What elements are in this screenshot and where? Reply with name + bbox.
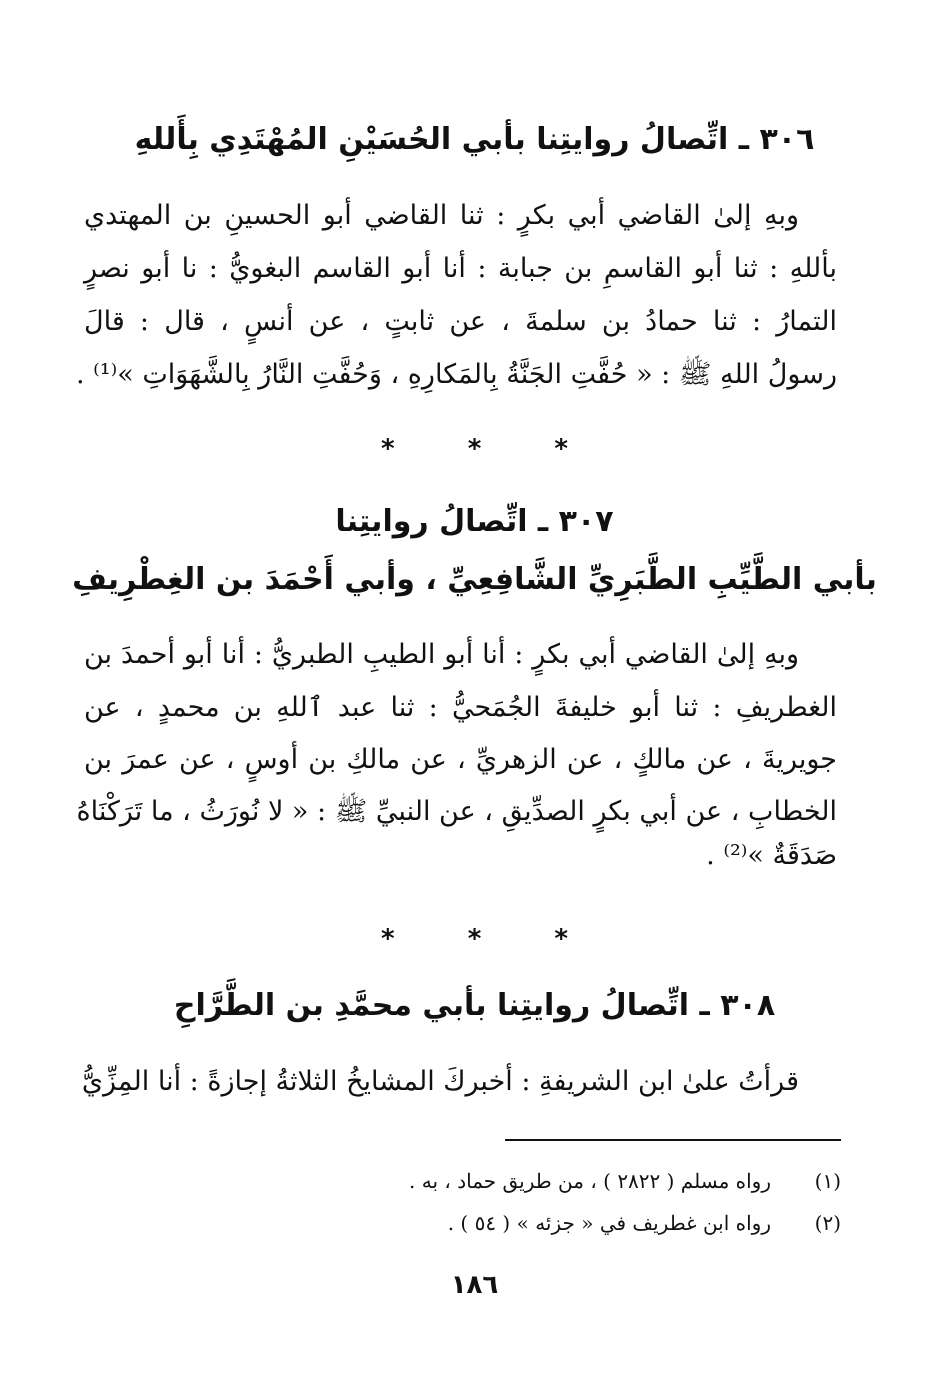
section-separator-1: * * *: [381, 434, 600, 464]
footnote-2-text: رواه ابن غطريف في « جزئه » ( ٥٤ ) .: [447, 1211, 771, 1235]
section-306-line-3: التمارُ : ثنا حمادُ بن سلمةَ ، عن ثابتٍ ، عن أنسٍ ، قال : قالَ: [84, 306, 837, 337]
section-heading-307-subtitle: بأبي الطَّيِّبِ الطَّبَرِيِّ الشَّافِعِيِّ ، وأبي أَحْمَدَ بن الغِطْرِيفِ: [72, 562, 877, 597]
section-306-line-4: رسولُ اللهِ ﷺ : « حُفَّتِ الجَنَّةُ بِالمَكارِهِ ، وَحُفَّتِ النَّارُ بِالشَّهَوَاتِ »⁽¹⁾ .: [75, 359, 837, 390]
footnote-1: [300, 1166, 841, 1196]
section-307-line-3: جويريةَ ، عن مالكٍ ، عن الزهريِّ ، عن مالكِ بن أوسٍ ، عن عمرَ بن: [84, 744, 837, 775]
section-307-line-5: صَدَقَةٌ »⁽²⁾ .: [706, 840, 837, 871]
footnote-divider: [505, 1139, 841, 1141]
section-306-line-2: بأللهِ : ثنا أبو القاسمِ بن جبابة : أنا أبو القاسم البغويُّ : نا أبو نصرٍ: [84, 253, 837, 284]
section-307-line-4: الخطابِ ، عن أبي بكرٍ الصدِّيقِ ، عن النبيِّ ﷺ : « لا نُورَثُ ، ما تَرَكْنَاهُ: [76, 796, 837, 827]
section-heading-306: ٣٠٦ ـ اتِّصالُ روايتِنا بأبي الحُسَيْنِ المُهْتَدِي بِأَللهِ: [134, 122, 815, 157]
section-306-line-1: وبهِ إلىٰ القاضي أبي بكرٍ : ثنا القاضي أبو الحسينِ بن المهتدي: [84, 200, 799, 231]
footnote-2-number: (٢): [814, 1211, 841, 1235]
section-separator-2: * * *: [381, 924, 600, 954]
footnote-1-text: رواه مسلم ( ٢٨٢٢ ) ، من طريق حماد ، به .: [409, 1169, 771, 1193]
section-308-line-1: قرأتُ علىٰ ابن الشريفةِ : أخبركَ المشايخُ الثلاثةُ إجازةً : أنا المِزِّيُّ: [81, 1066, 799, 1097]
section-307-line-2: الغطريفِ : ثنا أبو خليفةَ الجُمَحيُّ : ثنا عبد ٱللهِ بن محمدٍ ، عن: [84, 692, 837, 723]
page-number: ١٨٦: [450, 1270, 499, 1300]
section-heading-308: ٣٠٨ ـ اتِّصالُ روايتِنا بأبي محمَّدِ بن الطَّرَّاحِ: [173, 988, 776, 1023]
section-307-line-1: وبهِ إلىٰ القاضي أبي بكرٍ : أنا أبو الطيبِ الطبريُّ : أنا أبو أحمدَ بن: [84, 639, 799, 670]
section-heading-307: ٣٠٧ ـ اتِّصالُ روايتِنا: [335, 504, 614, 539]
footnote-2: [300, 1208, 841, 1238]
footnote-1-number: (١): [814, 1169, 841, 1193]
